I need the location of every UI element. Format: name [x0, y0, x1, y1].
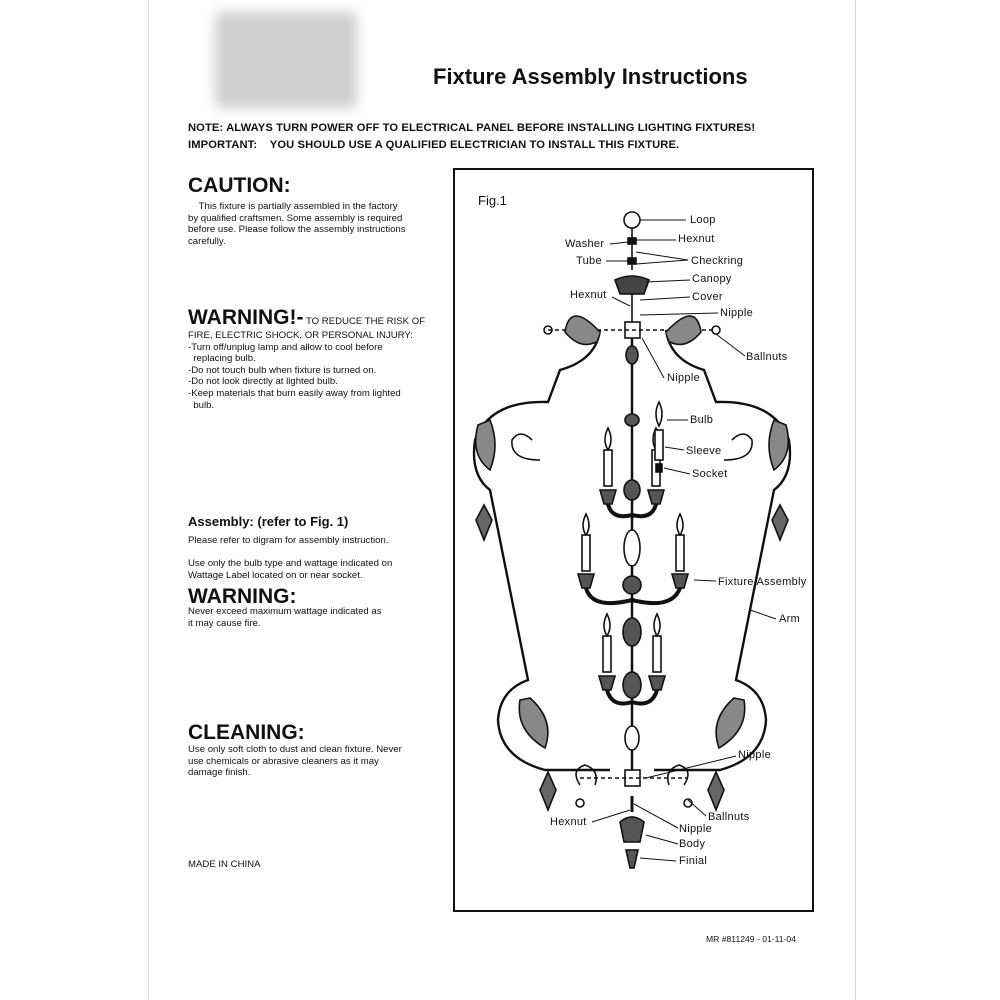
warning2-heading: WARNING: — [188, 585, 297, 608]
label-body: Body — [679, 838, 706, 850]
warning-heading-main: WARNING!- — [188, 306, 304, 329]
label-hexnut-left: Hexnut — [570, 289, 607, 301]
assembly-text-2: Use only the bulb type and wattage indicated on Wattage Label located on or near socket. — [188, 558, 393, 581]
label-nipple-bottom: Nipple — [679, 823, 712, 835]
caution-heading: CAUTION: — [188, 174, 291, 197]
label-washer: Washer — [565, 238, 605, 250]
label-arm: Arm — [779, 613, 801, 625]
important-note: IMPORTANT: YOU SHOULD USE A QUALIFIED ELECTRICIAN TO INSTALL THIS FIXTURE. — [188, 139, 680, 151]
page-title: Fixture Assembly Instructions — [433, 64, 748, 89]
caution-text: This fixture is partially assembled in the factory by qualified craftsmen. Some assembly is required before use. Please follow the assembly instructions carefully. — [188, 201, 406, 247]
label-ballnuts-top: Ballnuts — [746, 351, 788, 363]
label-checkring: Checkring — [691, 255, 744, 267]
warning-heading-tail: TO REDUCE THE RISK OF — [303, 316, 426, 327]
label-socket: Socket — [692, 468, 728, 480]
frame-right — [654, 330, 790, 770]
cleaning-heading: CLEANING: — [188, 721, 305, 744]
label-nipple-low: Nipple — [738, 749, 771, 761]
document-code: MR #811249 - 01-11-04 — [706, 934, 796, 944]
loop-shape — [624, 212, 640, 228]
blurred-logo — [215, 12, 357, 108]
label-bulb: Bulb — [690, 414, 714, 426]
label-nipple-top: Nipple — [720, 307, 753, 319]
chandelier-diagram — [455, 170, 812, 910]
assembly-heading: Assembly: (refer to Fig. 1) — [188, 514, 349, 529]
label-hexnut-bottom: Hexnut — [550, 816, 587, 828]
made-in-label: MADE IN CHINA — [188, 859, 261, 870]
label-cover: Cover — [692, 291, 723, 303]
label-tube: Tube — [576, 255, 602, 267]
warning-heading — [188, 306, 425, 330]
warning-text: FIRE, ELECTRIC SHOCK, OR PERSONAL INJURY: -Turn off/unplug lamp and allow to cool before replacing bulb. -Do not touch bulb when fixture is turned on. -Do not look directly at lighted bulb. -Keep materials that burn easily away from lighted bulb. — [188, 330, 413, 411]
label-nipple-mid: Nipple — [667, 372, 700, 384]
label-ballnuts-low: Ballnuts — [708, 811, 750, 823]
figure-label: Fig.1 — [478, 193, 507, 208]
canopy-shape — [615, 276, 649, 294]
power-off-note: NOTE: ALWAYS TURN POWER OFF TO ELECTRICAL PANEL BEFORE INSTALLING LIGHTING FIXTURES! — [188, 122, 756, 134]
label-hexnut-top: Hexnut — [678, 233, 715, 245]
finial-shape — [626, 850, 638, 868]
label-sleeve: Sleeve — [686, 445, 722, 457]
body-shape — [620, 817, 644, 842]
label-canopy: Canopy — [692, 273, 732, 285]
label-loop: Loop — [690, 214, 716, 226]
warning2-text: Never exceed maximum wattage indicated as it may cause fire. — [188, 606, 382, 629]
label-fixture-assembly: Fixture Assembly — [718, 576, 807, 588]
cleaning-text: Use only soft cloth to dust and clean fixture. Never use chemicals or abrasive cleaners as it may damage finish. — [188, 744, 402, 779]
assembly-text-1: Please refer to digram for assembly instruction. — [188, 535, 389, 546]
label-finial: Finial — [679, 855, 708, 867]
